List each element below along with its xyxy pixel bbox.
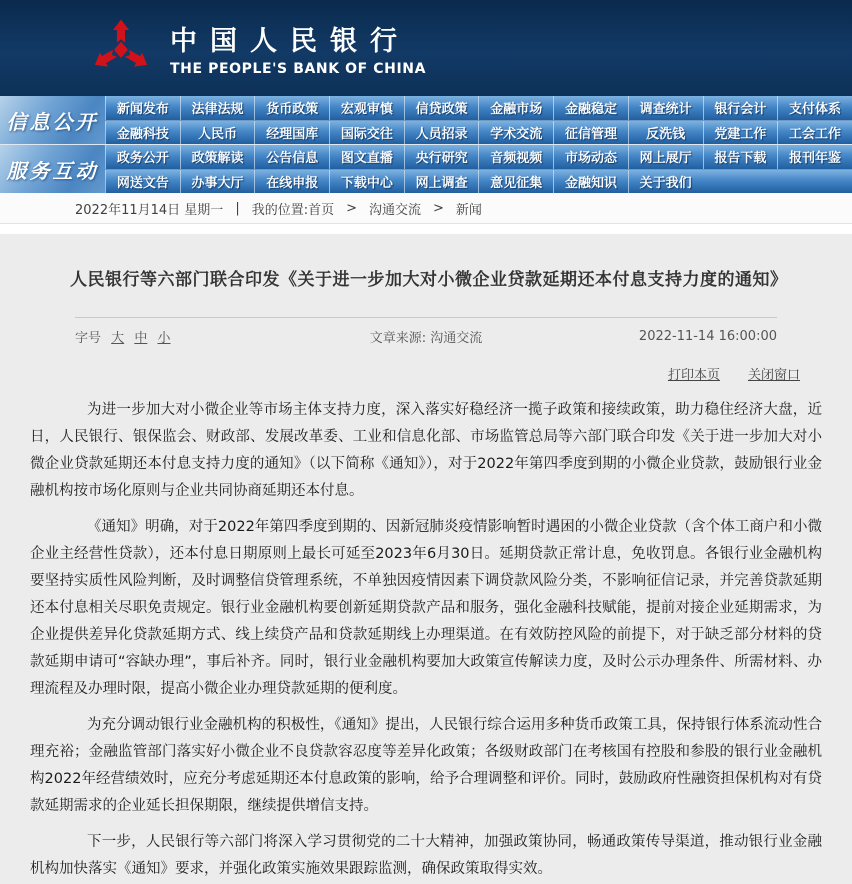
article-paragraph: 为充分调动银行业金融机构的积极性，《通知》提出，人民银行综合运用多种货币政策工具，保持银行体系流动性合理充裕；金融监管部门落实好小微企业不良贷款容忍度等差异化政策；各级财政部门在考核国有控股和参股的银行业金融机构2022年经营绩效时，应充分考虑延期还本付息政策的影响，给予合理调整和评价。同时，鼓励政府性融资担保机构对有贷款延期需求的企业延长担保期限，继续提供增信支持。	[30, 717, 822, 814]
nav-row-2	[105, 120, 852, 145]
font-size-large-button[interactable]: 大	[111, 331, 125, 346]
article-paragraph: 为进一步加大对小微企业等市场主体支持力度，深入落实好稳经济一揽子政策和接续政策，助力稳住经济大盘，近日，人民银行、银保监会、财政部、发展改革委、工业和信息化部、市场监管总局等六部门联合印发《关于进一步加大对小微企业贷款延期还本付息支持力度的通知》（以下简称《通知》），对于2022年第四季度到期的小微企业贷款，鼓励银行业金融机构按市场化原则与企业共同协商延期还本付息。	[30, 402, 822, 499]
nav-item-news[interactable]: 新闻发布	[105, 96, 180, 120]
article-meta-bar	[75, 317, 777, 346]
site-header	[0, 0, 852, 96]
article-actions	[0, 364, 800, 383]
nav-item-financial-knowledge[interactable]: 金融知识	[553, 170, 628, 194]
nav-section-information	[0, 96, 852, 144]
nav-grid-information	[105, 96, 852, 144]
nav-item-online-declaration[interactable]: 在线申报	[254, 170, 329, 194]
current-date: 2022年11月14日 星期一	[75, 202, 224, 218]
nav-item-audio-video[interactable]: 音频视频	[478, 145, 553, 169]
nav-item-live-broadcast[interactable]: 图文直播	[329, 145, 404, 169]
breadcrumb-item-news[interactable]: 新闻	[455, 202, 482, 218]
nav-item-periodicals[interactable]: 报刊年鉴	[777, 145, 852, 169]
main-navigation	[0, 96, 852, 193]
nav-item-policy-interpretation[interactable]: 政策解读	[180, 145, 255, 169]
nav-label-service-interaction[interactable]: 服务互动	[0, 145, 105, 193]
nav-section-service	[0, 145, 852, 193]
nav-item-labor-union[interactable]: 工会工作	[777, 121, 852, 145]
nav-item-payment-system[interactable]: 支付体系	[777, 96, 852, 120]
nav-item-online-gallery[interactable]: 网上展厅	[628, 145, 703, 169]
nav-item-renminbi[interactable]: 人民币	[180, 121, 255, 145]
nav-item-bank-accounting[interactable]: 银行会计	[703, 96, 778, 120]
nav-label-information-disclosure[interactable]: 信息公开	[0, 96, 105, 144]
nav-item-financial-market[interactable]: 金融市场	[478, 96, 553, 120]
nav-item-online-survey[interactable]: 网上调查	[404, 170, 479, 194]
breadcrumb-arrow: >	[433, 200, 444, 216]
nav-item-credit-policy[interactable]: 信贷政策	[404, 96, 479, 120]
breadcrumb-arrow: >	[346, 200, 357, 216]
nav-item-treasury[interactable]: 经理国库	[254, 121, 329, 145]
font-size-medium-button[interactable]: 中	[134, 331, 148, 346]
nav-item-download-center[interactable]: 下载中心	[329, 170, 404, 194]
nav-item-financial-stability[interactable]: 金融稳定	[553, 96, 628, 120]
nav-item-recruitment[interactable]: 人员招录	[404, 121, 479, 145]
nav-item-gov-affairs[interactable]: 政务公开	[105, 145, 180, 169]
nav-item-survey-statistics[interactable]: 调查统计	[628, 96, 703, 120]
nav-grid-service	[105, 145, 852, 193]
nav-row-3	[105, 145, 852, 169]
breadcrumb-item-communication[interactable]: 沟通交流	[369, 202, 422, 218]
article-source: 文章来源: 沟通交流	[369, 331, 483, 346]
nav-item-fintech[interactable]: 金融科技	[105, 121, 180, 145]
breadcrumb	[0, 193, 852, 224]
nav-item-announcements[interactable]: 公告信息	[254, 145, 329, 169]
nav-item-party-building[interactable]: 党建工作	[703, 121, 778, 145]
nav-row-1	[105, 96, 852, 120]
nav-item-academic-exchange[interactable]: 学术交流	[478, 121, 553, 145]
close-window-link[interactable]: 关闭窗口	[747, 368, 800, 383]
nav-item-anti-money-laundering[interactable]: 反洗钱	[628, 121, 703, 145]
font-size-label: 字号	[75, 331, 102, 346]
article-title: 人民银行等六部门联合印发《关于进一步加大对小微企业贷款延期还本付息支持力度的通知》	[70, 270, 788, 290]
nav-item-about-us[interactable]: 关于我们	[628, 170, 703, 194]
nav-item-report-download[interactable]: 报告下载	[703, 145, 778, 169]
article-panel	[0, 234, 852, 884]
nav-item-opinion-solicitation[interactable]: 意见征集	[478, 170, 553, 194]
nav-item-macroprudential[interactable]: 宏观审慎	[329, 96, 404, 120]
nav-item-laws[interactable]: 法律法规	[180, 96, 255, 120]
nav-item-web-documents[interactable]: 网送文告	[105, 170, 180, 194]
logo-text	[170, 19, 426, 77]
bank-name-cn: 中国人民银行	[170, 26, 410, 57]
pboc-logo-icon	[92, 16, 150, 80]
font-size-small-button[interactable]: 小	[157, 331, 171, 346]
font-size-controls	[75, 327, 176, 346]
article-paragraph: 《通知》明确，对于2022年第四季度到期的、因新冠肺炎疫情影响暂时遇困的小微企业贷款（含个体工商户和小微企业主经营性贷款），还本付息日期原则上最长可延至2023年6月30日。延期贷款正常计息，免收罚息。各银行业金融机构要坚持实质性风险判断，及时调整信贷管理系统，不单独因疫情因素下调贷款风险分类，不影响征信记录，并完善贷款延期还本付息相关尽职免责规定。银行业金融机构要创新延期贷款产品和服务，强化金融科技赋能，提前对接企业延期需求，为企业提供差异化贷款延期方式、线上续贷产品和贷款延期线上办理渠道。在有效防控风险的前提下，对于缺乏部分材料的贷款延期申请可“容缺办理”，事后补齐。同时，银行业金融机构要加大政策宣传解读力度，及时公示办理条件、所需材料、办理流程及办理时限，提高小微企业办理贷款延期的便利度。	[30, 519, 822, 697]
article-datetime: 2022-11-14 16:00:00	[638, 329, 777, 344]
nav-item-research[interactable]: 央行研究	[404, 145, 479, 169]
print-page-link[interactable]: 打印本页	[667, 368, 720, 383]
nav-item-market-dynamics[interactable]: 市场动态	[553, 145, 628, 169]
article-body	[0, 383, 852, 883]
nav-item-service-hall[interactable]: 办事大厅	[180, 170, 255, 194]
breadcrumb-location-home[interactable]: 我的位置:首页	[251, 202, 335, 218]
nav-item-monetary-policy[interactable]: 货币政策	[254, 96, 329, 120]
breadcrumb-divider: |	[235, 200, 240, 216]
nav-item-international[interactable]: 国际交往	[329, 121, 404, 145]
nav-row-4	[105, 169, 852, 194]
bank-name-en: THE PEOPLE'S BANK OF CHINA	[170, 61, 427, 77]
nav-item-credit-reference[interactable]: 征信管理	[553, 121, 628, 145]
article-paragraph: 下一步，人民银行等六部门将深入学习贯彻党的二十大精神，加强政策协同，畅通政策传导渠道，推动银行业金融机构加快落实《通知》要求，并强化政策实施效果跟踪监测，确保政策取得实效。	[30, 834, 822, 877]
